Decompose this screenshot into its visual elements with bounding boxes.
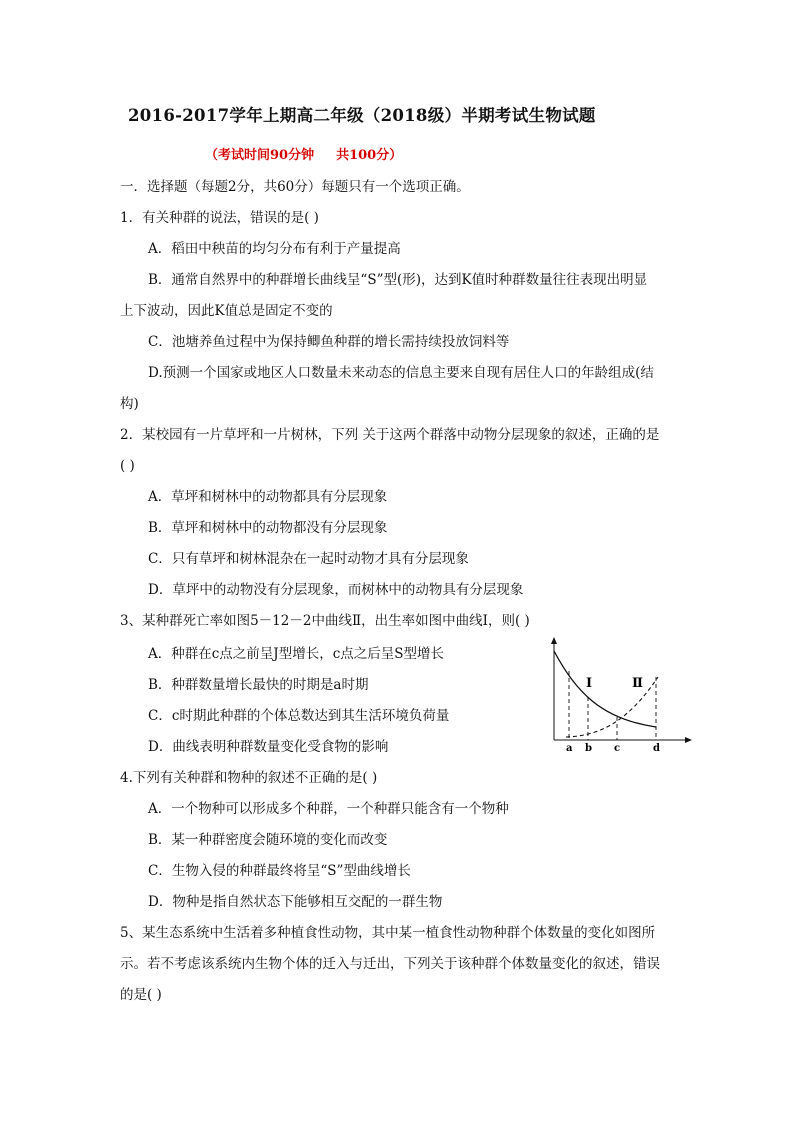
question-4-option-b: B．某一种群密度会随环境的变化而改变 — [148, 832, 388, 848]
tick-label-c: c — [614, 743, 621, 753]
question-1-option-c: C．池塘养鱼过程中为保持鲫鱼种群的增长需持续投放饲料等 — [148, 334, 510, 350]
question-2-option-a: A．草坪和树林中的动物都具有分层现象 — [148, 489, 388, 505]
series-label-II: Ⅱ — [632, 676, 643, 691]
y-axis-arrow — [551, 637, 557, 644]
tick-label-d: d — [653, 743, 660, 753]
question-1-option-d-cont: 构) — [120, 396, 139, 412]
question-4-option-d: D．物种是指自然状态下能够相互交配的一群生物 — [148, 894, 443, 910]
question-1-stem: 1．有关种群的说法，错误的是( ) — [120, 210, 319, 226]
question-2-stem-cont: ( ) — [120, 458, 135, 474]
exam-time: （考试时间90分钟 — [205, 148, 315, 163]
question-2-option-c: C．只有草坪和树林混杂在一起时动物才具有分层现象 — [148, 551, 469, 567]
question-3-option-b: B．种群数量增长最快的时期是a时期 — [148, 677, 369, 693]
question-3-option-a: A．种群在c点之前呈J型增长，c点之后呈S型增长 — [148, 646, 445, 662]
question-5-stem-cont-1: 示。若不考虑该系统内生物个体的迁入与迁出，下列关于该种群个体数量变化的叙述，错误 — [120, 956, 660, 972]
exam-subtitle — [205, 146, 402, 166]
question-1-option-d: D.预测一个国家或地区人口数量未来动态的信息主要来自现有居住人口的年龄组成(结 — [148, 365, 654, 381]
tick-label-a: a — [566, 743, 573, 753]
question-3-option-c: C．c时期此种群的个体总数达到其生活环境负荷量 — [148, 708, 450, 724]
question-4-option-a: A．一个物种可以形成多个种群，一个种群只能含有一个物种 — [148, 801, 509, 817]
tick-label-b: b — [585, 743, 592, 753]
exam-title: 2016-2017学年上期高二年级（2018级）半期考试生物试题 — [128, 106, 596, 125]
question-3-option-d: D．曲线表明种群数量变化受食物的影响 — [148, 739, 389, 755]
question-4-option-c: C．生物入侵的种群最终将呈“S”型曲线增长 — [148, 863, 411, 879]
question-1-option-a: A．稻田中秧苗的均匀分布有利于产量提高 — [148, 241, 401, 257]
question-3-stem: 3、某种群死亡率如图5－12－2中曲线Ⅱ，出生率如图中曲线Ⅰ，则( ) — [120, 613, 530, 629]
question-2-option-d: D．草坪中的动物没有分层现象，而树林中的动物具有分层现象 — [148, 582, 524, 598]
question-2-option-b: B．草坪和树林中的动物都没有分层现象 — [148, 520, 388, 536]
series-line-II — [566, 677, 658, 737]
question-5-stem: 5、某生态系统中生活着多种植食性动物，其中某一植食性动物种群个体数量的变化如图所 — [120, 925, 656, 941]
exam-total-score: 共100分） — [336, 148, 403, 163]
birth-death-rate-chart — [546, 637, 696, 753]
question-1-option-b-cont: 上下波动，因此K值总是固定不变的 — [120, 303, 333, 319]
question-1-option-b: B．通常自然界中的种群增长曲线呈“S”型(形)，达到K值时种群数量往往表现出明显 — [148, 272, 648, 288]
section-heading: 一．选择题（每题2分，共60分）每题只有一个选项正确。 — [120, 179, 470, 195]
question-5-stem-cont-2: 的是( ) — [120, 987, 162, 1003]
question-4-stem: 4.下列有关种群和物种的叙述不正确的是( ) — [120, 770, 378, 786]
question-2-stem: 2．某校园有一片草坪和一片树林，下列 关于这两个群落中动物分层现象的叙述，正确的是 — [120, 427, 660, 443]
x-axis-arrow — [685, 737, 692, 743]
series-label-I: Ⅰ — [586, 676, 593, 691]
